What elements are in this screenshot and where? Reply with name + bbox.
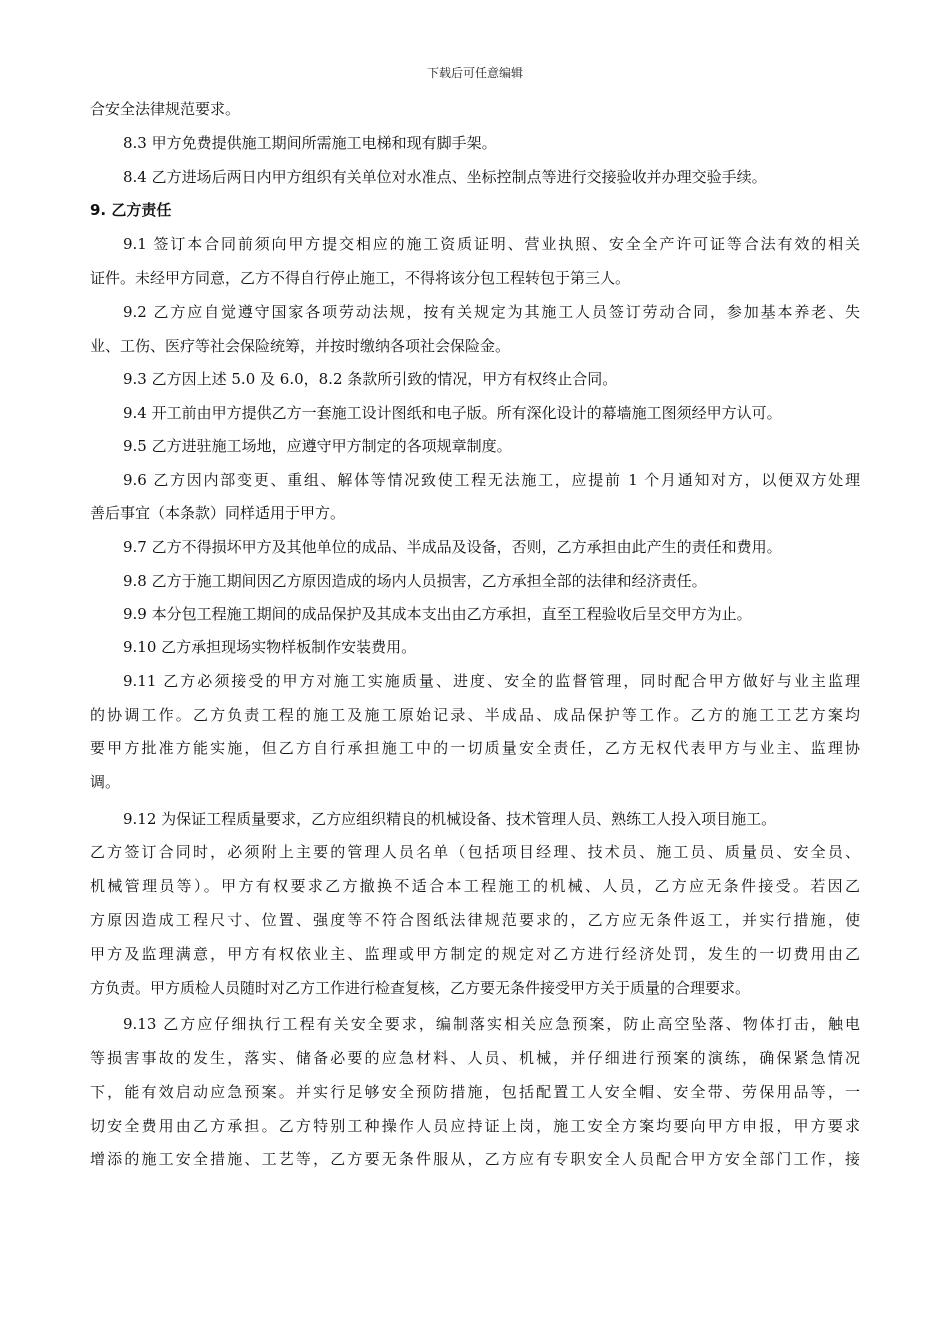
text-line: 增添的施工安全措施、工艺等，乙方要无条件服从，乙方应有专职安全人员配合甲方安全部门工作，接 (90, 1150, 860, 1169)
document-body (90, 97, 860, 1181)
text-line: 切安全费用由乙方承担。乙方特别工种操作人员应持证上岗，施工安全方案均要向甲方申报，甲方要求 (90, 1116, 860, 1135)
text-line: 证件。未经甲方同意，乙方不得自行停止施工，不得将该分包工程转包于第三人。 (90, 268, 631, 287)
clause-9-4: 9.4 开工前由甲方提供乙方一套施工设计图纸和电子版。所有深化设计的幕墙施工图须经甲方认可。 (123, 403, 782, 422)
clause-9-8: 9.8 乙方于施工期间因乙方原因造成的场内人员损害，乙方承担全部的法律和经济责任。 (123, 571, 707, 590)
text-line: 业、工伤、医疗等社会保险统筹，并按时缴纳各项社会保险金。 (90, 336, 511, 355)
clause-8-3: 8.3 甲方免费提供施工期间所需施工电梯和现有脚手架。 (123, 133, 497, 152)
text-line: 机械管理员等）。甲方有权要求乙方撤换不适合本工程施工的机械、人员，乙方应无条件接受。若因乙 (90, 877, 860, 896)
clause-8-4: 8.4 乙方进场后两日内甲方组织有关单位对水准点、坐标控制点等进行交接验收并办理交验手续。 (123, 167, 767, 186)
text-line: 乙方签订合同时，必须附上主要的管理人员名单（包括项目经理、技术员、施工员、质量员、安全员、 (90, 843, 860, 862)
clause-9-2: 9.2 乙方应自觉遵守国家各项劳动法规，按有关规定为其施工人员签订劳动合同，参加基本养老、失 (123, 302, 860, 321)
text-line: 下，能有效启动应急预案。并实行足够安全预防措施，包括配置工人安全帽、安全带、劳保用品等，一 (90, 1082, 860, 1101)
clause-9-3: 9.3 乙方因上述 5.0 及 6.0，8.2 条款所引致的情况，甲方有权终止合同。 (123, 370, 618, 389)
text-line: 调。 (90, 773, 121, 792)
clause-9-13: 9.13 乙方应仔细执行工程有关安全要求，编制落实相关应急预案，防止高空坠落、物体打击，触电 (123, 1015, 860, 1034)
page-header: 下载后可任意编辑 (426, 66, 523, 80)
text-line: 方原因造成工程尺寸、位置、强度等不符合图纸法律规范要求的，乙方应无条件返工，并实行措施，使 (90, 911, 860, 930)
text-line: 合安全法律规范要求。 (90, 100, 241, 118)
text-line: 方负责。甲方质检人员随时对乙方工作进行检查复核，乙方要无条件接受甲方关于质量的合理要求。 (90, 978, 751, 997)
clause-9-1: 9.1 签订本合同前须向甲方提交相应的施工资质证明、营业执照、安全全产许可证等合法有效的相关 (123, 235, 860, 254)
clause-9-6: 9.6 乙方因内部变更、重组、解体等情况致使工程无法施工，应提前 1 个月通知对方，以便双方处理 (123, 470, 860, 489)
clause-9-12: 9.12 为保证工程质量要求，乙方应组织精良的机械设备、技术管理人员、熟练工人投入项目施工。 (123, 809, 777, 828)
clause-9-9: 9.9 本分包工程施工期间的成品保护及其成本支出由乙方承担，直至工程验收后呈交甲方为止。 (123, 604, 752, 623)
text-line: 的协调工作。乙方负责工程的施工及施工原始记录、半成品、成品保护等工作。乙方的施工工艺方案均 (90, 705, 860, 724)
clause-9-7: 9.7 乙方不得损坏甲方及其他单位的成品、半成品及设备，否则，乙方承担由此产生的责任和费用。 (123, 538, 782, 557)
clause-9-5: 9.5 乙方进驻施工场地，应遵守甲方制定的各项规章制度。 (123, 437, 512, 456)
clause-9-10: 9.10 乙方承担现场实物样板制作安装费用。 (123, 638, 417, 657)
text-line: 甲方及监理满意，甲方有权依业主、监理或甲方制定的规定对乙方进行经济处罚，发生的一切费用由乙 (90, 944, 860, 963)
section-heading: 9. 乙方责任 (90, 201, 172, 220)
text-line: 等损害事故的发生，落实、储备必要的应急材料、人员、机械，并仔细进行预案的演练，确保紧急情况 (90, 1049, 860, 1068)
text-line: 要甲方批准方能实施，但乙方自行承担施工中的一切质量安全责任，乙方无权代表甲方与业主、监理协 (90, 739, 860, 758)
text-line: 善后事宜（本条款）同样适用于甲方。 (90, 504, 346, 523)
clause-9-11: 9.11 乙方必须接受的甲方对施工实施质量、进度、安全的监督管理，同时配合甲方做好与业主监理 (123, 671, 860, 690)
